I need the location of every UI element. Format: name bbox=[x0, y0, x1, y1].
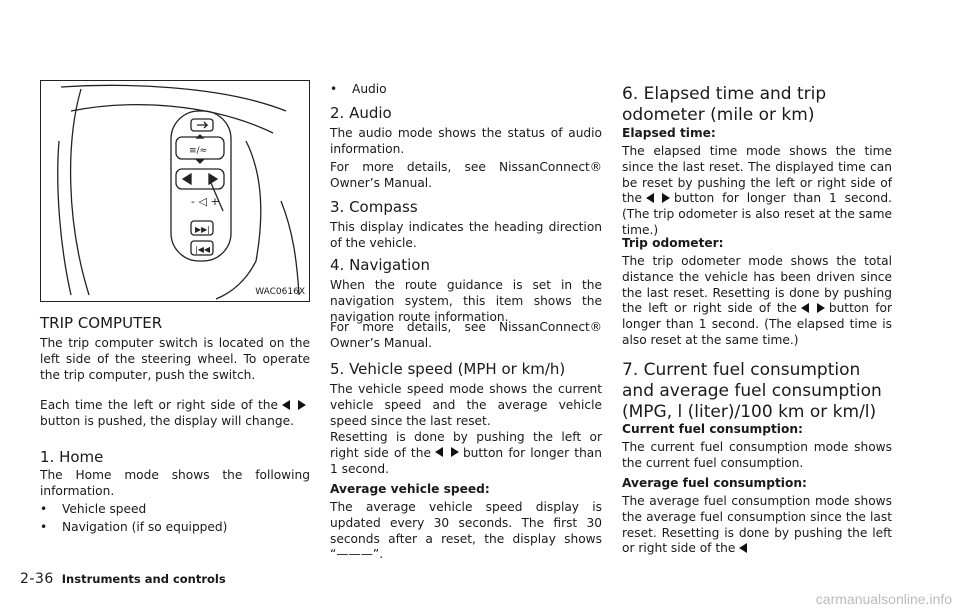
odometer-para bbox=[622, 254, 892, 349]
compass-heading: 3. Compass bbox=[330, 198, 418, 216]
steering-switch-figure bbox=[40, 80, 310, 302]
elapsed-para-b: button for longer than 1 second. (The trip odometer is also reset at the same time.) bbox=[622, 191, 892, 237]
elapsed-heading-block bbox=[622, 84, 892, 126]
trip-computer-heading-block bbox=[40, 314, 310, 333]
elapsed-para-a: The elapsed time mode shows the time since the last reset. The displayed time can be reset by pushing the left or right side of the bbox=[622, 144, 892, 206]
navigation-heading: 4. Navigation bbox=[330, 256, 430, 274]
navigation-para1-block bbox=[330, 278, 602, 325]
avg-fuel-para bbox=[622, 494, 892, 557]
audio-heading: 2. Audio bbox=[330, 104, 392, 122]
trip-para1-block bbox=[40, 336, 310, 383]
current-fuel-para: The current fuel consumption mode shows the current fuel consumption. bbox=[622, 440, 892, 470]
trip-para2-b: button is pushed, the display will change. bbox=[40, 413, 294, 428]
odometer-subheading: Trip odometer: bbox=[622, 236, 724, 250]
speed-para2-block bbox=[330, 430, 602, 477]
audio-para1: The audio mode shows the status of audio information. bbox=[330, 126, 602, 156]
avg-speed-subheading: Average vehicle speed: bbox=[330, 482, 490, 496]
bullet-icon: • bbox=[40, 520, 48, 534]
current-fuel-para-block bbox=[622, 440, 892, 472]
bullet-icon: • bbox=[40, 502, 48, 516]
current-fuel-sub-block bbox=[622, 422, 892, 438]
avg-fuel-para-text: The average fuel consumption mode shows the average fuel consumption since the last reset. Resetting is done by pushing the left or right side of the bbox=[622, 494, 892, 556]
elapsed-para-block bbox=[622, 144, 892, 239]
compass-para: This display indicates the heading direction of the vehicle. bbox=[330, 220, 602, 250]
odometer-para-block bbox=[622, 254, 892, 349]
audio-para1-block bbox=[330, 126, 602, 158]
bullet-text: Vehicle speed bbox=[62, 502, 147, 516]
navigation-heading-block bbox=[330, 256, 602, 275]
watermark: carmanualsonline.info bbox=[815, 591, 952, 607]
current-fuel-subheading: Current fuel consumption: bbox=[622, 422, 803, 436]
vehicle-speed-para2-b: button for longer than 1 second. bbox=[330, 445, 602, 476]
speed-heading-block bbox=[330, 360, 602, 379]
right-arrow-icon bbox=[451, 447, 459, 457]
odometer-para-b: button for longer than 1 second. (The elapsed time is also reset at the same time.) bbox=[622, 301, 892, 347]
bullet-text: Navigation (if so equipped) bbox=[62, 520, 228, 534]
right-arrow-icon bbox=[662, 193, 670, 203]
audio-heading-block bbox=[330, 104, 602, 123]
navigation-para2: For more details, see NissanConnect® Owner’s Manual. bbox=[330, 320, 602, 350]
bullet-navigation bbox=[40, 520, 227, 536]
elapsed-heading: 6. Elapsed time and trip odometer (mile or km) bbox=[622, 84, 827, 125]
left-arrow-icon bbox=[435, 447, 443, 457]
home-heading: 1. Home bbox=[40, 448, 104, 466]
left-arrow-icon bbox=[739, 543, 747, 553]
avg-speed-para: The average vehicle speed display is updated every 30 seconds. The first 30 seconds after a reset, the display shows “———”. bbox=[330, 500, 602, 562]
odometer-sub-block bbox=[622, 236, 892, 252]
vehicle-speed-heading: 5. Vehicle speed (MPH or km/h) bbox=[330, 360, 566, 378]
svg-text:▶▶|: ▶▶| bbox=[195, 225, 210, 234]
right-arrow-icon bbox=[817, 303, 825, 313]
speed-para1-block bbox=[330, 382, 602, 429]
svg-text:|◀◀: |◀◀ bbox=[195, 245, 210, 254]
avg-fuel-subheading: Average fuel consumption: bbox=[622, 476, 807, 490]
avg-speed-sub-block bbox=[330, 482, 602, 498]
vehicle-speed-para1: The vehicle speed mode shows the current vehicle speed and the average vehicle speed since the last reset. bbox=[330, 382, 602, 428]
bullet-icon: • bbox=[330, 82, 338, 96]
left-arrow-icon bbox=[646, 193, 654, 203]
vehicle-speed-para2 bbox=[330, 430, 602, 477]
avg-fuel-sub-block bbox=[622, 476, 892, 492]
odometer-para-a: The trip odometer mode shows the total distance the vehicle has been driven since the last reset. Resetting is done by pushing the left or right side of the bbox=[622, 254, 892, 316]
fuel-heading: 7. Current fuel consumption and average fuel consumption (MPG, l (liter)/100 km or km/l) bbox=[622, 360, 882, 422]
vehicle-speed-para2-a: Resetting is done by pushing the left or right side of the bbox=[330, 430, 602, 460]
navigation-para1: When the route guidance is set in the navigation system, this item shows the navigation route information. bbox=[330, 278, 602, 324]
trip-para2-block bbox=[40, 398, 310, 430]
trip-para2-a: Each time the left or right side of the bbox=[40, 398, 278, 412]
svg-text:- ◁ +: - ◁ + bbox=[191, 195, 220, 208]
steering-wheel-illustration bbox=[41, 81, 309, 301]
home-heading-block bbox=[40, 448, 310, 467]
home-para: The Home mode shows the following information. bbox=[40, 468, 310, 498]
trip-para2 bbox=[40, 398, 310, 430]
compass-para-block bbox=[330, 220, 602, 252]
svg-text:≡/≈: ≡/≈ bbox=[189, 146, 208, 156]
right-arrow-icon bbox=[298, 400, 306, 410]
bullet-audio bbox=[330, 82, 387, 98]
bullet-vehicle-speed bbox=[40, 502, 146, 518]
trip-computer-heading: TRIP COMPUTER bbox=[40, 314, 163, 332]
page-number: 2-36 bbox=[20, 571, 54, 587]
trip-para1: The trip computer switch is located on the left side of the steering wheel. To operate the trip computer, push the switch. bbox=[40, 336, 310, 382]
home-para-block bbox=[40, 468, 310, 500]
avg-fuel-para-block bbox=[622, 494, 892, 557]
elapsed-subheading: Elapsed time: bbox=[622, 126, 716, 140]
elapsed-sub-block bbox=[622, 126, 892, 142]
section-title: Instruments and controls bbox=[61, 572, 226, 586]
navigation-para2-block bbox=[330, 320, 602, 352]
audio-para2-block bbox=[330, 160, 602, 192]
elapsed-para bbox=[622, 144, 892, 239]
left-arrow-icon bbox=[801, 303, 809, 313]
audio-para2: For more details, see NissanConnect® Owner’s Manual. bbox=[330, 160, 602, 190]
bullet-text: Audio bbox=[352, 82, 387, 96]
left-arrow-icon bbox=[282, 400, 290, 410]
figure-code: WAC0616X bbox=[255, 287, 305, 297]
compass-heading-block bbox=[330, 198, 602, 217]
page-footer bbox=[20, 571, 226, 587]
fuel-heading-block bbox=[622, 360, 892, 423]
avg-speed-para-block bbox=[330, 500, 602, 563]
